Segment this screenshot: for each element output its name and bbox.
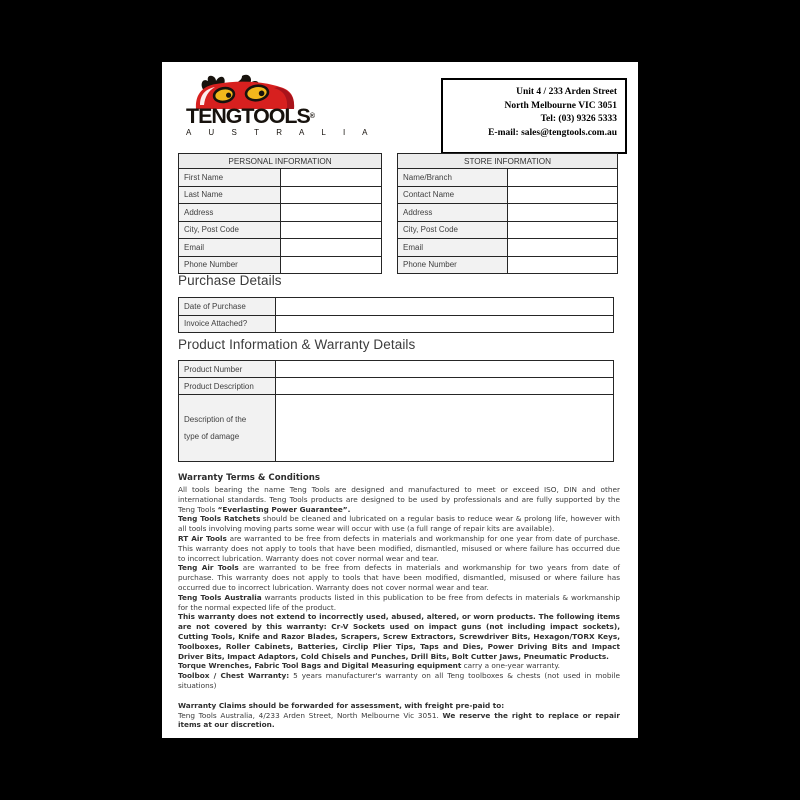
field-label: Address — [398, 204, 508, 222]
field-label: Last Name — [179, 186, 281, 204]
table-row — [179, 378, 614, 395]
warranty-terms-heading: Warranty Terms & Conditions — [178, 473, 321, 483]
terms-text-run: should be cleaned and lubricated on a regular basis to reduce wear & prolong life, however with all tools involving moving parts some wear will occur with use (a full range of repair kits are available). — [178, 514, 620, 534]
contact-address-box — [441, 78, 627, 154]
personal-information-header: PERSONAL INFORMATION — [179, 154, 382, 169]
table-row — [179, 361, 614, 378]
table-row — [398, 204, 618, 222]
field-label: Product Description — [179, 378, 276, 395]
store-information-header: STORE INFORMATION — [398, 154, 618, 169]
terms-paragraph — [178, 661, 620, 671]
contact-line-city: North Melbourne VIC 3051 — [504, 100, 617, 111]
terms-paragraphs — [178, 485, 620, 730]
field-label: Invoice Attached? — [179, 315, 276, 333]
terms-text-run: Teng Tools Australia, 4/233 Arden Street, North Melbourne Vic 3051. — [178, 710, 443, 720]
field-value — [280, 256, 382, 274]
contact-line-email: E-mail: sales@tengtools.com.au — [488, 127, 617, 138]
field-label: Address — [179, 204, 281, 222]
warranty-form-page — [162, 62, 638, 738]
terms-paragraph — [178, 612, 620, 661]
field-value — [276, 315, 614, 333]
contact-line-tel: Tel: (03) 9326 5333 — [540, 114, 617, 124]
terms-text-run: warrants products listed in this publication to be free from defects in materials & workmanship for the normal expected life of the product. — [178, 592, 620, 612]
field-value — [508, 256, 618, 274]
field-value — [280, 204, 382, 222]
field-value — [280, 221, 382, 239]
terms-paragraph — [178, 563, 620, 592]
purchase-details-table — [178, 297, 614, 333]
table-row — [398, 239, 618, 257]
table-row — [179, 221, 382, 239]
terms-text-run: Toolbox / Chest Warranty: — [178, 671, 290, 681]
field-label: First Name — [179, 169, 281, 187]
table-row — [398, 169, 618, 187]
field-value — [280, 239, 382, 257]
terms-text-run: are warranted to be free from defects in materials and workmanship for two years from date of purchase. This warranty does not apply to tools that have been modified, dismantled, misused or where failure has occurred due to incorrect lubrication. Warranty does not cover normal wear and tear. — [178, 563, 620, 592]
field-label: Email — [398, 239, 508, 257]
field-value — [508, 186, 618, 204]
table-row — [398, 256, 618, 274]
table-row — [179, 315, 614, 333]
terms-text-run: We reserve the right to replace or repair items at our discretion. — [178, 710, 620, 730]
table-row — [179, 239, 382, 257]
table-row — [398, 186, 618, 204]
terms-text-run: carry a one-year warranty. — [461, 661, 560, 671]
terms-paragraph — [178, 701, 620, 711]
terms-text-run: This warranty does not extend to incorrectly used, abused, altered, or worn products. The following items are not covered by this warranty: Cr-V Sockets used on impact guns (not including impact sockets), Cutting Tools, Knife and Razor Blades, Scrapers, Screw Extractors, Screwdriver Bits, Hexagon/TORX Keys, Toolboxes, Roller Cabinets, Batteries, Circlip Plier Tips, Taps and Dies, Power Driving Bits and Impact Driver Bits, Impact Adaptors, Cold Chisels and Punches, Drill Bits, Bolt Cutter Jaws, Pneumatic Products. — [178, 612, 620, 661]
contact-line-street: Unit 4 / 233 Arden Street — [516, 87, 617, 97]
product-information-table — [178, 360, 614, 462]
terms-text-run: Teng Air Tools — [178, 563, 239, 573]
purchase-details-heading: Purchase Details — [178, 273, 282, 288]
terms-paragraph — [178, 593, 620, 613]
table-row — [179, 186, 382, 204]
field-label: Phone Number — [398, 256, 508, 274]
field-value — [508, 169, 618, 187]
field-value — [508, 239, 618, 257]
field-label: Email — [179, 239, 281, 257]
field-label: Phone Number — [179, 256, 281, 274]
table-row — [179, 395, 614, 462]
logo-brand-text — [186, 107, 323, 127]
field-value — [276, 395, 614, 462]
field-value — [508, 221, 618, 239]
terms-text-run: Teng Tools Australia — [178, 592, 262, 602]
field-label: City, Post Code — [398, 221, 508, 239]
field-value — [276, 361, 614, 378]
table-row — [179, 256, 382, 274]
terms-text-run: 5 years manufacturer's warranty on all Teng toolboxes & chests (not used in mobile situations) — [178, 671, 620, 690]
field-value — [280, 169, 382, 187]
damage-label-line2: type of damage — [184, 432, 240, 441]
field-label: Date of Purchase — [179, 298, 276, 316]
field-value — [508, 204, 618, 222]
table-row — [179, 169, 382, 187]
terms-text-run: All tools bearing the name Teng Tools are designed and manufactured to meet or exceed ISO, DIN and other international standards. Teng Tools products are designed to be used by professionals and are fully supported by the Teng Tools — [178, 485, 620, 514]
terms-paragraph — [178, 514, 620, 534]
field-label: Product Number — [179, 361, 276, 378]
terms-paragraph — [178, 534, 620, 563]
logo-brand-word: TENGTOOLS — [186, 105, 310, 128]
personal-information-table — [178, 153, 382, 274]
terms-paragraph — [178, 671, 620, 691]
terms-paragraph — [178, 711, 620, 731]
table-row — [179, 204, 382, 222]
information-tables — [178, 153, 618, 274]
field-value — [276, 378, 614, 395]
field-label: City, Post Code — [179, 221, 281, 239]
table-row — [398, 221, 618, 239]
damage-label-line1: Description of the — [184, 415, 247, 424]
store-information-table — [397, 153, 618, 274]
tengtools-logo — [186, 73, 376, 137]
terms-text-run: Teng Tools Ratchets — [178, 514, 261, 524]
terms-paragraph — [178, 485, 620, 514]
tengtools-mascot-icon — [194, 73, 298, 109]
terms-text-run: RT Air Tools — [178, 533, 227, 543]
field-value — [280, 186, 382, 204]
field-label: Contact Name — [398, 186, 508, 204]
terms-text-run: “Everlasting Power Guarantee”. — [217, 504, 351, 514]
registered-trademark-mark: ® — [309, 113, 315, 120]
table-row — [179, 298, 614, 316]
field-label — [179, 395, 276, 462]
field-label: Name/Branch — [398, 169, 508, 187]
product-information-heading: Product Information & Warranty Details — [178, 337, 416, 352]
terms-text-run: Torque Wrenches, Fabric Tool Bags and Digital Measuring equipment — [178, 661, 462, 671]
warranty-terms-section — [178, 473, 620, 730]
logo-subtitle: A U S T R A L I A — [186, 128, 376, 137]
terms-text-run: are warranted to be free from defects in materials and workmanship for one year from date of purchase. This warranty does not apply to tools that have been modified, dismantled, misused or where failure has occurred due to incorrect lubrication. Warranty does not cover normal wear and tear. — [178, 533, 620, 563]
field-value — [276, 298, 614, 316]
terms-text-run: Warranty Claims should be forwarded for assessment, with freight pre-paid to: — [178, 700, 505, 710]
